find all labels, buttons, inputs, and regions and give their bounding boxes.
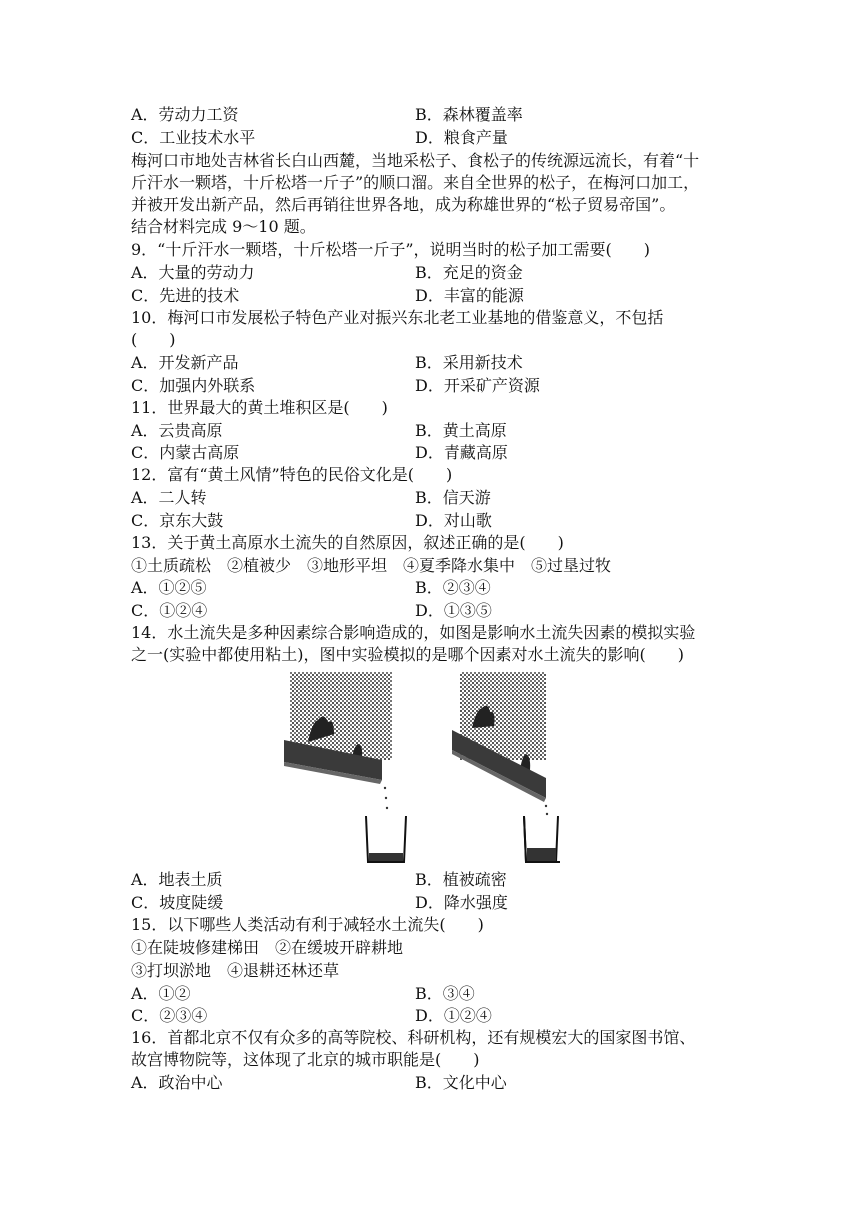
q16-option-a: A．政治中心	[131, 1073, 223, 1092]
material-line-1: 梅河口市地处吉林省长白山西麓，当地采松子、食松子的传统源远流长，有着“十	[131, 151, 700, 170]
q15-option-c: C．②③④	[131, 1006, 208, 1025]
q12-option-a: A．二人转	[131, 488, 207, 507]
q8-option-d: D．粮食产量	[415, 128, 508, 147]
q11-option-b: B．黄土高原	[415, 421, 507, 440]
q9-option-b: B．充足的资金	[415, 263, 523, 282]
sediment-right	[527, 848, 556, 861]
q14-option-a: A．地表土质	[131, 870, 223, 889]
q8-option-c: C．工业技术水平	[131, 128, 256, 147]
q12-option-d: D．对山歌	[415, 511, 492, 530]
q12-option-b: B．信天游	[415, 488, 491, 507]
q15-items-line-2: ③打坝淤地 ④退耕还林还草	[131, 961, 340, 980]
q9-option-a: A．大量的劳动力	[131, 263, 255, 282]
q11-option-c: C．内蒙古高原	[131, 443, 240, 462]
q10-option-b: B．采用新技术	[415, 353, 523, 372]
q10-option-c: C．加强内外联系	[131, 376, 256, 395]
q9-stem: 9．“十斤汗水一颗塔，十斤松塔一斤子”，说明当时的松子加工需要( )	[131, 240, 651, 259]
q14-stem-line-2: 之一(实验中都使用粘土)，图中实验模拟的是哪个因素对水土流失的影响( )	[131, 645, 684, 664]
q15-items-line-1: ①在陡坡修建梯田 ②在缓坡开辟耕地	[131, 938, 404, 957]
q10-stem-line-1: 10．梅河口市发展松子特色产业对振兴东北老工业基地的借鉴意义，不包括	[131, 308, 664, 327]
q13-stem: 13．关于黄土高原水土流失的自然原因，叙述正确的是( )	[131, 533, 564, 552]
q12-stem: 12．富有“黄土风情”特色的民俗文化是( )	[131, 465, 453, 484]
material-line-4: 结合材料完成 9～10 题。	[131, 217, 316, 236]
q15-stem: 15．以下哪些人类活动有利于减轻水土流失( )	[131, 915, 484, 934]
q11-option-a: A．云贵高原	[131, 421, 223, 440]
q16-option-b: B．文化中心	[415, 1073, 507, 1092]
sediment-left	[369, 853, 403, 861]
q8-option-a: A．劳动力工资	[131, 105, 239, 124]
right-experiment-setup	[452, 672, 560, 862]
q11-option-d: D．青藏高原	[415, 443, 508, 462]
q9-option-c: C．先进的技术	[131, 286, 240, 305]
q13-option-d: D．①③⑤	[415, 601, 492, 620]
q15-option-d: D．①②④	[415, 1006, 492, 1025]
q10-option-d: D．开采矿产资源	[415, 376, 540, 395]
q13-option-a: A．①②⑤	[131, 578, 207, 597]
q13-items: ①土质疏松 ②植被少 ③地形平坦 ④夏季降水集中 ⑤过垦过牧	[131, 556, 612, 575]
q14-option-c: C．坡度陡缓	[131, 893, 224, 912]
q10-option-a: A．开发新产品	[131, 353, 239, 372]
q9-option-d: D．丰富的能源	[415, 286, 524, 305]
soil-erosion-experiment-figure	[280, 670, 560, 870]
q15-option-b: B．③④	[415, 984, 475, 1003]
q11-stem: 11．世界最大的黄土堆积区是( )	[131, 398, 388, 417]
q13-option-c: C．①②④	[131, 601, 208, 620]
q14-option-d: D．降水强度	[415, 893, 508, 912]
q13-option-b: B．②③④	[415, 578, 491, 597]
q16-stem-line-2: 故宫博物院等，这体现了北京的城市职能是( )	[131, 1050, 480, 1069]
q15-option-a: A．①②	[131, 984, 191, 1003]
q14-option-b: B．植被疏密	[415, 870, 507, 889]
left-experiment-setup	[284, 672, 406, 862]
q16-stem-line-1: 16．首都北京不仅有众多的高等院校、科研机构，还有规模宏大的国家图书馆、	[131, 1028, 696, 1047]
q8-option-b: B．森林覆盖率	[415, 105, 523, 124]
q12-option-c: C．京东大鼓	[131, 511, 224, 530]
material-line-3: 并被开发出新产品，然后再销往世界各地，成为称雄世界的“松子贸易帝国”。	[131, 195, 676, 214]
material-line-2: 斤汗水一颗塔，十斤松塔一斤子”的顺口溜。来自全世界的松子，在梅河口加工，	[131, 173, 700, 192]
q10-stem-line-2: ( )	[131, 330, 176, 349]
q14-stem-line-1: 14．水土流失是多种因素综合影响造成的，如图是影响水土流失因素的模拟实验	[131, 623, 696, 642]
